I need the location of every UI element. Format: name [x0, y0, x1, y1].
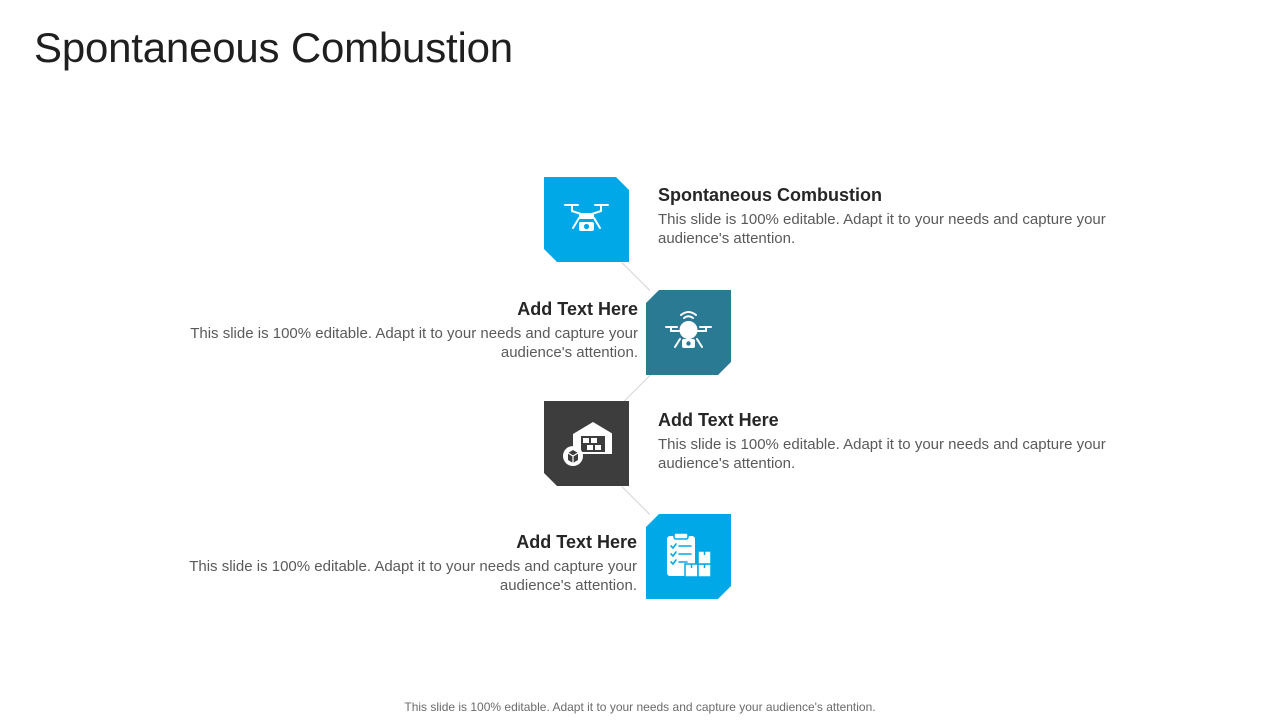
footer-note: This slide is 100% editable. Adapt it to your needs and capture your audience's attention.: [404, 700, 876, 714]
connector-line: [621, 486, 650, 515]
step-3-tile: [544, 401, 629, 486]
step-4-body: This slide is 100% editable. Adapt it to your needs and capture your audience's attention.: [189, 558, 637, 594]
page-title: Spontaneous Combustion: [34, 24, 513, 71]
step-4-tile: [646, 514, 731, 599]
warehouse-box-icon: [561, 418, 612, 469]
wifi-drone-icon: [663, 307, 714, 358]
step-4-text: [157, 532, 637, 595]
step-4-heading: Add Text Here: [516, 532, 637, 552]
step-1-text: [658, 185, 1128, 248]
connector-line: [621, 262, 650, 291]
camera-drone-icon: [561, 194, 612, 245]
step-2-heading: Add Text Here: [517, 299, 638, 319]
step-1-tile: [544, 177, 629, 262]
inventory-checklist-icon: [663, 531, 714, 582]
step-3-heading: Add Text Here: [658, 410, 779, 430]
step-1-heading: Spontaneous Combustion: [658, 185, 882, 205]
step-2-tile: [646, 290, 731, 375]
step-2-body: This slide is 100% editable. Adapt it to your needs and capture your audience's attention.: [190, 325, 638, 361]
step-1-body: This slide is 100% editable. Adapt it to your needs and capture your audience's attention.: [658, 211, 1106, 247]
connector-line: [623, 373, 652, 402]
step-3-text: [658, 410, 1148, 473]
step-3-body: This slide is 100% editable. Adapt it to your needs and capture your audience's attention.: [658, 436, 1106, 472]
step-2-text: [158, 299, 638, 362]
